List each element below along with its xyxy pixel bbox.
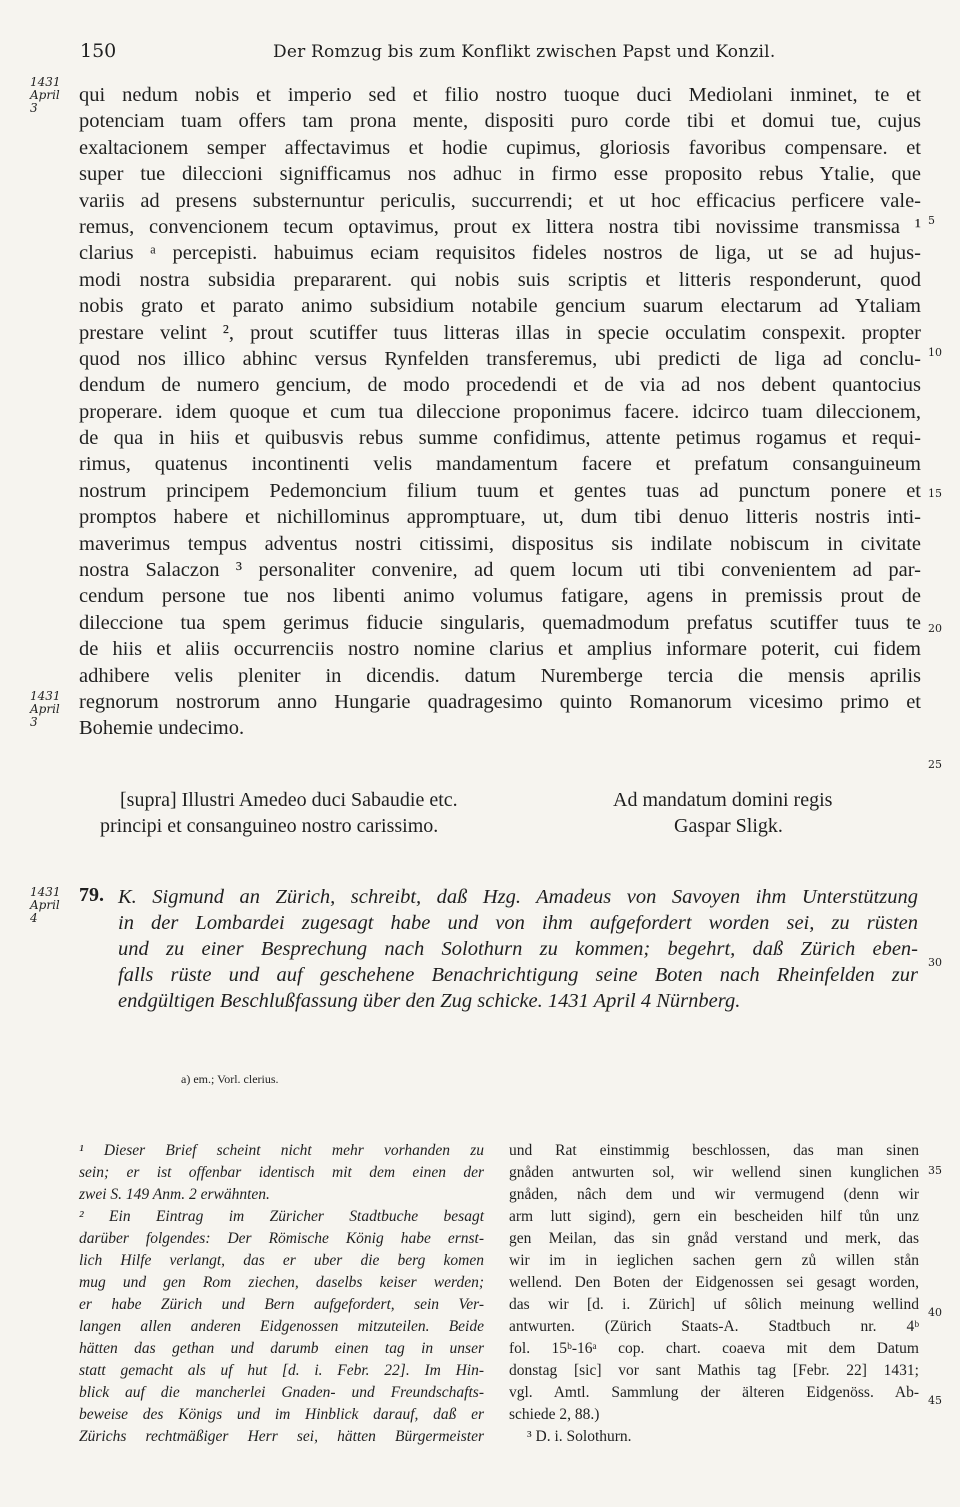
text-line: maverimus tempus adventus nostri citissimi, dispositus sis indilate nobiscum in civitate bbox=[79, 532, 921, 555]
footnote-line: beweise des Königs und im Hinblick darauf, daß er bbox=[79, 1406, 484, 1423]
footnote-line: arm lutt sigind), gern ein bescheiden hilf tůn unz bbox=[509, 1208, 919, 1225]
address-line-2: principi et consanguineo nostro carissimo. bbox=[100, 815, 439, 837]
line-number-10: 10 bbox=[928, 346, 942, 359]
footnote-line: und Rat einstimmig beschlossen, das man sinen bbox=[509, 1142, 919, 1159]
footnote-line: wellend. Den Boten der Eidgenossen sei gesagt worden, bbox=[509, 1274, 919, 1291]
footnote-line: vgl. Amtl. Sammlung der älteren Eidgenöss. Ab- bbox=[509, 1384, 919, 1401]
footnote-line: statt gemacht als uf hut [d. i. Febr. 22]. Im Hin- bbox=[79, 1362, 484, 1379]
entry-summary bbox=[118, 884, 918, 1014]
footnote-line: ¹ Dieser Brief scheint nicht mehr vorhanden zu bbox=[79, 1142, 484, 1159]
footnote-line: zwei S. 149 Anm. 2 erwähnten. bbox=[79, 1186, 270, 1203]
text-line: variis ad presens substernuntur periculis, succurrendi; et ut hoc efficacius perficere vale- bbox=[79, 189, 921, 212]
text-line: dileccione tua spem gerimus fiducie singularis, quemadmodum prefatus scutiffer tuus te bbox=[79, 611, 921, 634]
footnote-line: gnåden, nâch dem und wir vermugend (denn wir bbox=[509, 1186, 919, 1203]
text-line: nostra Salaczon ³ personaliter convenire, ad quem locum uti tibi convenientem ad par- bbox=[79, 559, 921, 582]
footnote-line: lich Hilfe verlangt, das er uber die berg komen bbox=[79, 1252, 484, 1269]
footnote-line: hätten das gethan und darumb einen tag in unser bbox=[79, 1340, 484, 1357]
text-line: regnorum nostrorum anno Hungarie quadragesimo quinto Romanorum vicesimo primo et bbox=[79, 690, 921, 713]
letter-body bbox=[79, 82, 921, 742]
footnote-line: das wir [d. i. Zürich] uf sôlich meinung wellind bbox=[509, 1296, 919, 1313]
text-line: de qua in hiis et quibusvis rebus summe confidimus, attente petimus rogamus et requi- bbox=[79, 427, 921, 450]
margin-date-1: 1431 April 3 bbox=[30, 75, 61, 115]
margin-date-3: 1431 April 4 bbox=[30, 885, 61, 925]
footnotes-right-column bbox=[509, 1140, 919, 1448]
footnote-line: mug und gen Rom ziechen, daselbs keiser werden; bbox=[79, 1274, 484, 1291]
text-line: rimus, quatenus incontinenti velis mandamentum facere et prefatum consanguineum bbox=[79, 453, 921, 476]
text-line: adhibere velis pleniter in dicendis. datum Nuremberge tercia die mensis aprilis bbox=[79, 664, 921, 687]
text-line: prestare velint ², prout scutiffer tuus litteras illas in specie occulatim conspexit. propter bbox=[79, 321, 921, 344]
footnote-line: fol. 15ᵇ-16ᵃ cop. chart. coaeva mit dem Datum bbox=[509, 1340, 919, 1357]
line-number-25: 25 bbox=[928, 758, 942, 771]
text-line: qui nedum nobis et imperio sed et filio nostro tuoque duci Mediolani inminet, te et bbox=[79, 84, 921, 106]
line-number-20: 20 bbox=[928, 622, 942, 635]
entry-line: in der Lombardei zugesagt habe und von ihm aufgefordert worden sei, zu rüsten bbox=[118, 912, 918, 934]
line-number-5: 5 bbox=[928, 214, 935, 227]
text-line: cendum persone tue nos libenti animo volumus fatigare, agens in premissis prout de bbox=[79, 585, 921, 608]
line-number-45: 45 bbox=[928, 1394, 942, 1407]
critical-apparatus: a) em.; Vorl. clerius. bbox=[181, 1072, 279, 1086]
text-line: dendum de numero gencium, de modo procedendi et de via ad nos debent quantocius bbox=[79, 374, 921, 397]
margin-date-2: 1431 April 3 bbox=[30, 689, 61, 729]
text-line: remus, convencionem tecum optavimus, prout ex littera nostra tibi novissime transmissa ¹ bbox=[79, 215, 921, 238]
entry-line: K. Sigmund an Zürich, schreibt, daß Hzg. Amadeus von Savoyen ihm Unterstützung bbox=[118, 886, 918, 908]
text-line: nobis grato et parato animo subsidium notabile gencium suarum electarum ad Ytaliam bbox=[79, 295, 921, 318]
entry-line: falls rüste und auf geschehene Benachrichtigung seine Boten nach Rheinfelden zur bbox=[118, 964, 918, 986]
footnote-line: Zürichs rechtmäßiger Herr sei, hätten Bürgermeister bbox=[79, 1428, 484, 1445]
text-line: super tue dileccioni signifficamus nos adhuc in firmo esse proposito rebus Ytalie, que bbox=[79, 163, 921, 186]
page-number: 150 bbox=[80, 40, 117, 62]
entry-line: endgültigen Beschlußfassung über den Zug schicke. 1431 April 4 Nürnberg. bbox=[118, 990, 741, 1012]
text-line: quod nos illico abhinc versus Rynfelden transferemus, ubi predicti de liga ad conclu- bbox=[79, 347, 921, 370]
text-line: modi nostra subsidia prepararent. qui nobis suis scriptis et litteris responderunt, quod bbox=[79, 268, 921, 291]
signature-line-2: Gaspar Sligk. bbox=[674, 815, 783, 837]
text-line: properare. idem quoque et cum tua dileccione proponimus facere. idcirco tuam dileccionem, bbox=[79, 400, 921, 423]
footnote-line: ³ D. i. Solothurn. bbox=[527, 1428, 632, 1445]
line-number-35: 35 bbox=[928, 1164, 942, 1177]
text-line: de hiis et aliis occurrenciis nostro nomine clarius et amplius informare poterit, cui fidem bbox=[79, 638, 921, 661]
signature-line-1: Ad mandatum domini regis bbox=[613, 789, 833, 811]
text-line: promptos habere et nichillominus appromptuare, ut, dum tibi denuo litteris nostris inti- bbox=[79, 506, 921, 529]
text-line: exaltacionem semper affectavimus et hodie cupimus, gloriosis favoribus compensare. et bbox=[79, 136, 921, 159]
footnote-line: gen Meilan, das sin gnåd verstand und merk, das bbox=[509, 1230, 919, 1247]
footnote-line: wir im in ieglichen sachen gern zů willen stån bbox=[509, 1252, 919, 1269]
running-title: Der Romzug bis zum Konflikt zwischen Papst und Konzil. bbox=[273, 42, 776, 62]
footnote-line: schiede 2, 88.) bbox=[509, 1406, 600, 1423]
text-line: potenciam tuam offers tam prona mente, dispositi puro corde tibi et domui tue, cujus bbox=[79, 110, 921, 133]
footnote-line: donstag [sic] vor sant Mathis tag [Febr. 22] 1431; bbox=[509, 1362, 919, 1379]
line-number-30: 30 bbox=[928, 956, 942, 969]
footnote-line: blick auf die mancherlei Gnaden- und Freundschafts- bbox=[79, 1384, 484, 1401]
footnote-line: darüber folgendes: Der Römische König habe ernst- bbox=[79, 1230, 484, 1247]
entry-line: und zu einer Besprechung nach Solothurn zu kommen; begehrt, daß Zürich eben- bbox=[118, 938, 918, 960]
footnote-line: gnåden antwurten sol, wir wellend sinen kunglichen bbox=[509, 1164, 919, 1181]
footnote-line: langen allen anderen Eidgenossen mitzuteilen. Beide bbox=[79, 1318, 484, 1335]
footnote-line: antwurten. (Zürich Staats-A. Stadtbuch nr. 4ᵇ bbox=[509, 1318, 919, 1335]
text-line: Bohemie undecimo. bbox=[79, 717, 245, 740]
footnote-line: ² Ein Eintrag im Züricher Stadtbuche besagt bbox=[79, 1208, 484, 1225]
footnotes-left-column bbox=[79, 1140, 484, 1448]
text-line: clarius ᵃ percepisti. habuimus eciam requisitos fideles nostros de liga, ut se ad hujus- bbox=[79, 242, 921, 265]
footnote-line: er habe Zürich und Bern aufgefordert, sein Ver- bbox=[79, 1296, 484, 1313]
line-number-15: 15 bbox=[928, 487, 942, 500]
footnote-line: sein; er ist offenbar identisch mit dem einen der bbox=[79, 1164, 484, 1181]
address-line-1: [supra] Illustri Amedeo duci Sabaudie etc. bbox=[120, 789, 458, 811]
line-number-40: 40 bbox=[928, 1306, 942, 1319]
entry-number: 79. bbox=[79, 884, 104, 906]
text-line: nostrum principem Pedemoncium filium tuum et gentes tuas ad punctum ponere et bbox=[79, 479, 921, 502]
